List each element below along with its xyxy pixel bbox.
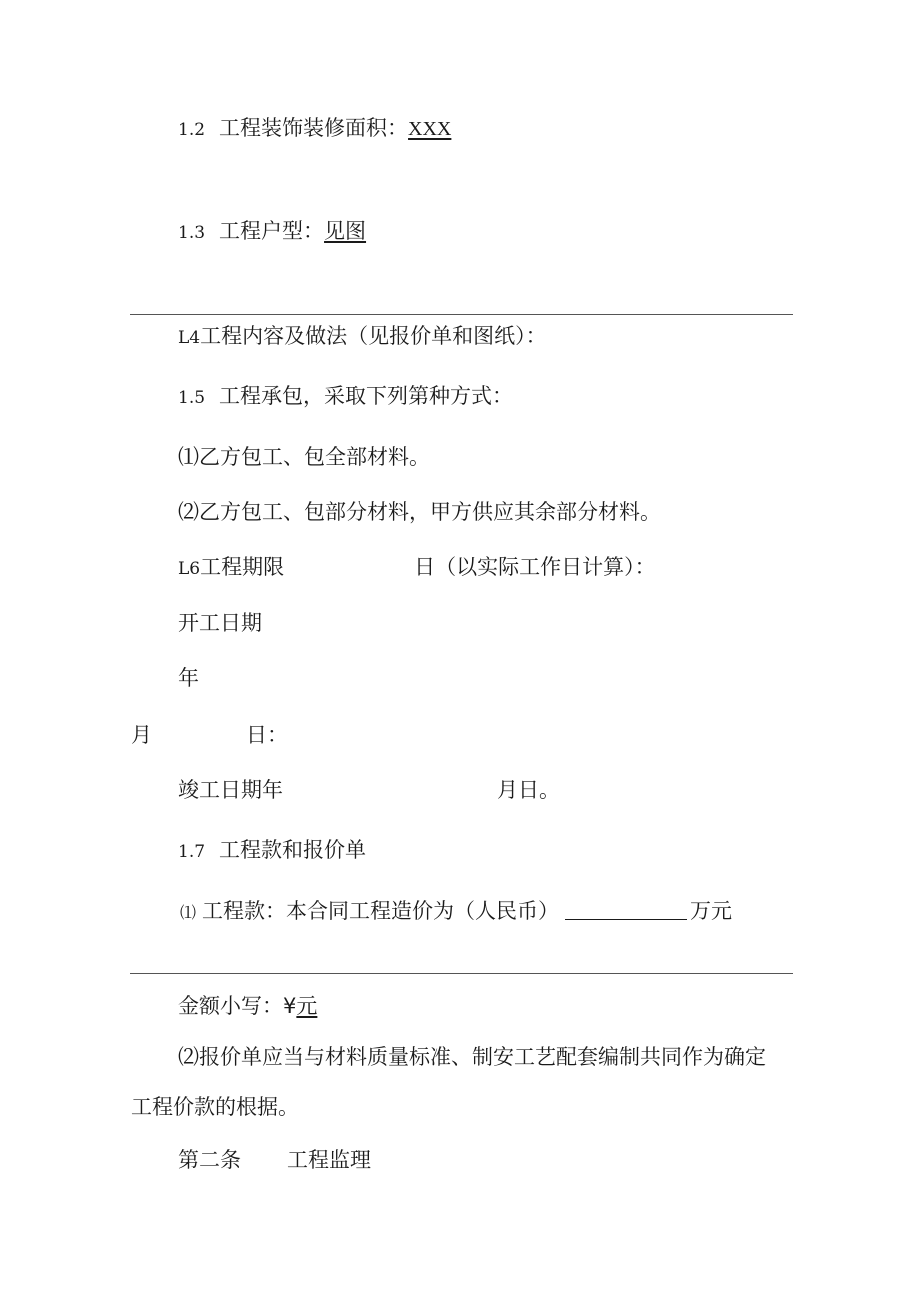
end-date-year: 竣工日期年: [178, 778, 283, 802]
start-date-label: 开工日期: [178, 611, 262, 635]
item-1-7: [178, 836, 366, 866]
item-1-4: [178, 322, 547, 352]
item-text: 工程款和报价单: [219, 838, 367, 862]
item-1-3: [178, 217, 366, 247]
start-date-month: 月: [131, 723, 152, 747]
article-2-heading: [178, 1146, 371, 1174]
divider-line: [130, 973, 793, 974]
start-date-year: 年: [178, 666, 199, 690]
item-tail: 日（以实际工作日计算）：: [414, 555, 656, 579]
item-1-2: [178, 114, 451, 144]
option-2: ⑵乙方包工、包部分材料，甲方供应其余部分材料。: [178, 500, 661, 524]
item-label: 工程户型：: [219, 219, 325, 243]
item-number: 1.5: [178, 388, 206, 408]
item-label: 工程装饰装修面积：: [219, 116, 409, 140]
amount-lowercase: [178, 992, 317, 1020]
option-1: ⑴乙方包工、包全部材料。: [178, 445, 430, 469]
item-number: L6: [178, 559, 201, 579]
quote-paragraph-line-1: ⑵报价单应当与材料质量标准、制安工艺配套编制共同作为确定: [178, 1045, 766, 1069]
article-number: 第二条: [178, 1148, 241, 1172]
item-1-6: [178, 553, 656, 583]
start-date-day: 日：: [246, 723, 288, 747]
amount-label: 金额小写：¥: [178, 994, 297, 1018]
quote-paragraph-line-2: 工程价款的根据。: [131, 1095, 299, 1119]
item-number: 1.3: [178, 223, 206, 243]
price-blank: [565, 899, 687, 920]
article-title: 工程监理: [287, 1148, 371, 1172]
item-number: L4: [178, 328, 201, 348]
end-date-month-day: 月日。: [497, 778, 560, 802]
price-text: 工程款：本合同工程造价为（人民币）: [202, 899, 560, 923]
item-text: 工程承包，采取下列第种方式：: [219, 384, 514, 408]
item-1-5: [178, 382, 513, 412]
amount-value: 元: [296, 994, 318, 1018]
item-text: 工程内容及做法（见报价单和图纸）：: [200, 324, 547, 348]
contract-price: [180, 897, 732, 927]
item-number: ⑴: [180, 903, 197, 922]
item-label: 工程期限: [200, 555, 285, 579]
divider-line: [130, 314, 793, 315]
layout-value: 见图: [324, 219, 367, 243]
item-number: 1.7: [178, 842, 206, 862]
area-value: XXX: [408, 118, 452, 140]
price-unit: 万元: [690, 899, 733, 923]
item-number: 1.2: [178, 120, 206, 140]
